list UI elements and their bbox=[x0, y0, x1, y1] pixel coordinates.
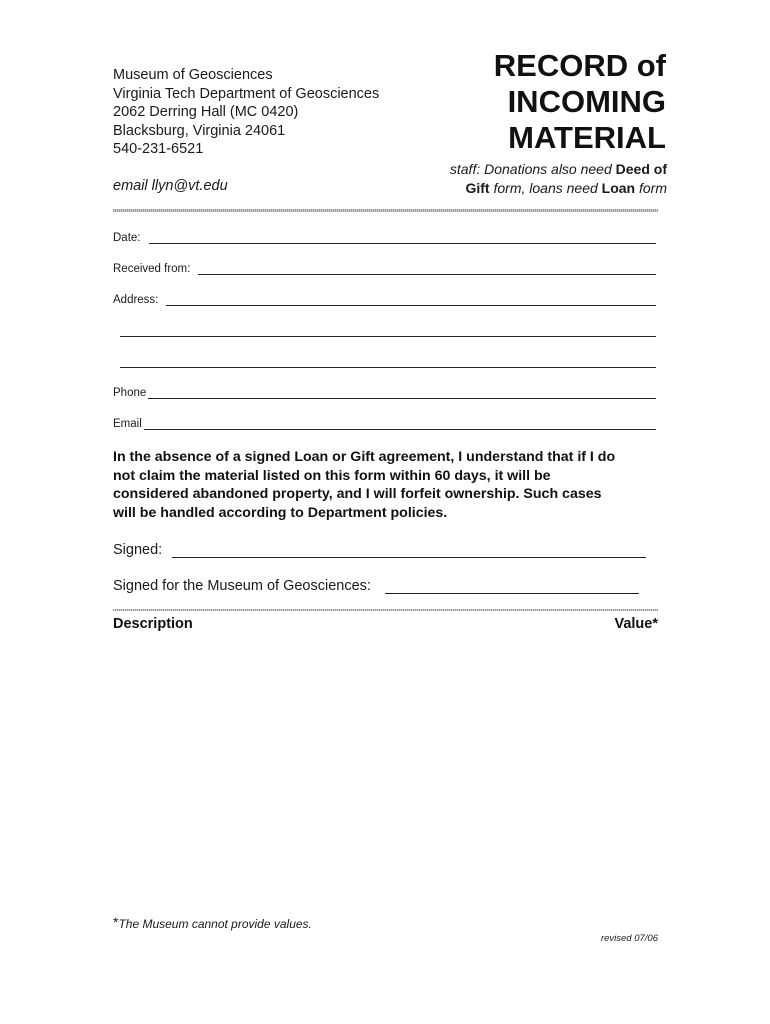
phone-field[interactable] bbox=[113, 387, 656, 399]
phone-label: Phone bbox=[113, 387, 147, 399]
signed-input-line[interactable] bbox=[172, 545, 646, 558]
email-input-line[interactable] bbox=[144, 419, 656, 430]
organization-address-block bbox=[113, 66, 379, 159]
footnote bbox=[113, 914, 312, 931]
address-field[interactable] bbox=[113, 294, 656, 306]
date-field[interactable] bbox=[113, 232, 656, 244]
staff-note-text-2: form, loans need bbox=[489, 180, 602, 196]
museum-signature-label: Signed for the Museum of Geosciences: bbox=[113, 578, 371, 594]
date-input-line[interactable] bbox=[149, 233, 657, 244]
org-name: Museum of Geosciences bbox=[113, 67, 273, 83]
museum-signature-field[interactable] bbox=[113, 578, 639, 594]
footnote-asterisk: * bbox=[113, 914, 119, 930]
address-label: Address: bbox=[113, 294, 159, 306]
org-email: email llyn@vt.edu bbox=[113, 178, 228, 194]
value-header: Value* bbox=[614, 616, 658, 632]
org-phone: 540-231-6521 bbox=[113, 141, 204, 157]
footnote-text: The Museum cannot provide values. bbox=[118, 917, 312, 931]
received-from-input-line[interactable] bbox=[198, 264, 656, 275]
abandonment-notice bbox=[113, 448, 673, 522]
staff-note-gift: Gift bbox=[465, 180, 490, 196]
received-from-field[interactable] bbox=[113, 263, 656, 275]
museum-signature-input-line[interactable] bbox=[385, 581, 639, 594]
org-street: 2062 Derring Hall (MC 0420) bbox=[113, 104, 299, 120]
address-input-line-3[interactable] bbox=[120, 357, 656, 368]
title-line-3: MATERIAL bbox=[508, 120, 666, 155]
signed-field[interactable] bbox=[113, 542, 646, 558]
staff-note-text-1: staff: Donations also need bbox=[449, 161, 616, 177]
staff-note bbox=[450, 160, 667, 198]
header-divider bbox=[113, 209, 658, 212]
email-field[interactable] bbox=[113, 418, 656, 430]
date-label: Date: bbox=[113, 232, 141, 244]
notice-line-3: considered abandoned property, and I will forfeit ownership. Such cases bbox=[113, 486, 602, 502]
phone-input-line[interactable] bbox=[148, 388, 656, 399]
description-header: Description bbox=[113, 616, 193, 632]
received-from-label: Received from: bbox=[113, 263, 191, 275]
address-input-line-2[interactable] bbox=[120, 326, 656, 337]
form-title bbox=[494, 48, 666, 156]
signed-label: Signed: bbox=[113, 542, 163, 558]
title-line-2: INCOMING bbox=[507, 84, 666, 119]
email-label: Email bbox=[113, 418, 142, 430]
revision-date: revised 07/06 bbox=[600, 933, 658, 944]
org-department: Virginia Tech Department of Geosciences bbox=[113, 85, 380, 102]
address-input-line-1[interactable] bbox=[166, 295, 656, 306]
staff-note-deed-of: Deed of bbox=[615, 161, 667, 177]
notice-line-2: not claim the material listed on this form within 60 days, it will be bbox=[113, 467, 551, 484]
title-line-1: RECORD of bbox=[493, 48, 666, 83]
address-field-line-2[interactable] bbox=[120, 326, 656, 337]
address-field-line-3[interactable] bbox=[120, 357, 656, 368]
notice-line-4: will be handled according to Department policies. bbox=[113, 504, 448, 521]
staff-note-loan: Loan bbox=[601, 180, 636, 196]
notice-line-1: In the absence of a signed Loan or Gift agreement, I understand that if I do bbox=[113, 449, 616, 465]
staff-note-text-3: form bbox=[635, 180, 667, 196]
table-divider bbox=[113, 609, 658, 611]
org-city: Blacksburg, Virginia 24061 bbox=[113, 122, 286, 139]
